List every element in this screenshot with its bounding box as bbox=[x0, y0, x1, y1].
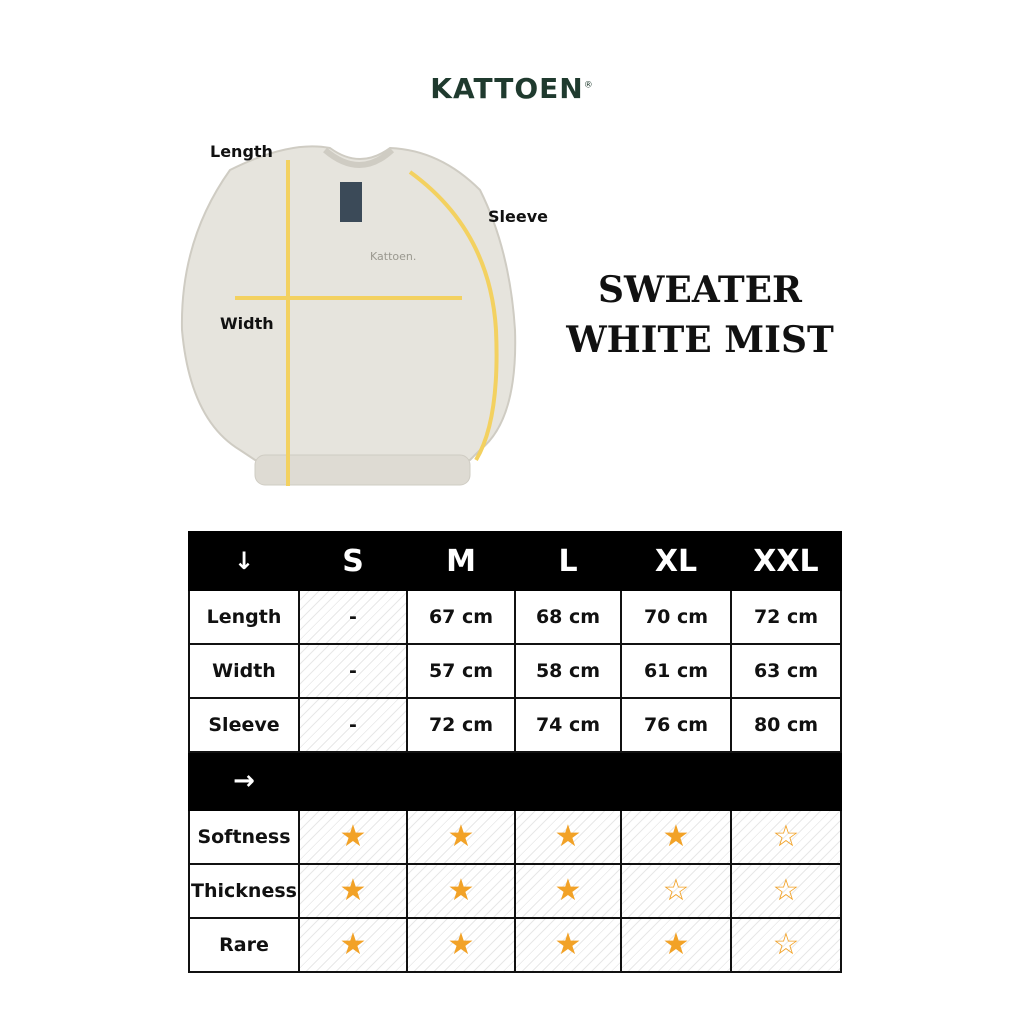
rating-row-softness bbox=[189, 810, 841, 864]
filled-star-icon: ★ bbox=[447, 873, 475, 908]
sweater-print: Kattoen. bbox=[370, 250, 417, 263]
rating-cell bbox=[731, 864, 841, 918]
measurement-cell: 70 cm bbox=[621, 590, 731, 644]
rating-cell bbox=[299, 810, 407, 864]
empty-star-icon: ☆ bbox=[662, 873, 690, 908]
measurement-cell: 72 cm bbox=[731, 590, 841, 644]
measurement-cell: - bbox=[299, 698, 407, 752]
filled-star-icon: ★ bbox=[554, 819, 582, 854]
rating-cell bbox=[299, 918, 407, 972]
row-label: Sleeve bbox=[189, 698, 299, 752]
filled-star-icon: ★ bbox=[339, 927, 367, 962]
rating-cell bbox=[407, 810, 515, 864]
rating-cell bbox=[407, 918, 515, 972]
empty-star-icon: ☆ bbox=[772, 819, 800, 854]
filled-star-icon: ★ bbox=[447, 819, 475, 854]
measurement-row-length bbox=[189, 590, 841, 644]
measurement-cell: - bbox=[299, 644, 407, 698]
brand-logo bbox=[0, 72, 1024, 105]
filled-star-icon: ★ bbox=[339, 873, 367, 908]
rating-row-thickness bbox=[189, 864, 841, 918]
empty-star-icon: ☆ bbox=[772, 927, 800, 962]
measurement-cell: 57 cm bbox=[407, 644, 515, 698]
measurement-cell: 58 cm bbox=[515, 644, 621, 698]
rating-divider-row bbox=[189, 752, 841, 810]
measurement-row-width bbox=[189, 644, 841, 698]
filled-star-icon: ★ bbox=[554, 927, 582, 962]
rating-cell bbox=[621, 918, 731, 972]
size-header: XXL bbox=[731, 532, 841, 590]
size-header: M bbox=[407, 532, 515, 590]
size-header: S bbox=[299, 532, 407, 590]
filled-star-icon: ★ bbox=[662, 819, 690, 854]
rating-cell bbox=[515, 810, 621, 864]
right-arrow-icon: → bbox=[189, 752, 299, 810]
measurement-cell: - bbox=[299, 590, 407, 644]
down-arrow-icon: ↓ bbox=[189, 532, 299, 590]
row-label: Thickness bbox=[189, 864, 299, 918]
measurement-cell: 80 cm bbox=[731, 698, 841, 752]
registered-mark: ® bbox=[583, 80, 594, 91]
sleeve-label: Sleeve bbox=[488, 207, 548, 226]
rating-cell bbox=[515, 918, 621, 972]
row-label: Softness bbox=[189, 810, 299, 864]
filled-star-icon: ★ bbox=[554, 873, 582, 908]
row-label: Length bbox=[189, 590, 299, 644]
row-label: Width bbox=[189, 644, 299, 698]
empty-star-icon: ☆ bbox=[772, 873, 800, 908]
rating-cell bbox=[731, 918, 841, 972]
measurement-cell: 76 cm bbox=[621, 698, 731, 752]
rating-cell bbox=[515, 864, 621, 918]
rating-cell bbox=[621, 810, 731, 864]
rating-cell bbox=[731, 810, 841, 864]
measurement-cell: 72 cm bbox=[407, 698, 515, 752]
rating-cell bbox=[299, 864, 407, 918]
filled-star-icon: ★ bbox=[447, 927, 475, 962]
brand-name: KATTOEN bbox=[430, 72, 584, 105]
divider-bar bbox=[299, 752, 841, 810]
measurement-cell: 74 cm bbox=[515, 698, 621, 752]
measurement-cell: 61 cm bbox=[621, 644, 731, 698]
rating-row-rare bbox=[189, 918, 841, 972]
size-chart bbox=[188, 531, 840, 973]
product-title-line1: SWEATER bbox=[598, 269, 802, 311]
size-header-row bbox=[189, 532, 841, 590]
rating-cell bbox=[407, 864, 515, 918]
width-label: Width bbox=[220, 314, 274, 333]
filled-star-icon: ★ bbox=[339, 819, 367, 854]
size-header: XL bbox=[621, 532, 731, 590]
product-title-line2: WHITE MIST bbox=[566, 319, 834, 361]
rating-cell bbox=[621, 864, 731, 918]
measurement-cell: 63 cm bbox=[731, 644, 841, 698]
row-label: Rare bbox=[189, 918, 299, 972]
measurement-cell: 67 cm bbox=[407, 590, 515, 644]
size-header: L bbox=[515, 532, 621, 590]
ratings-section bbox=[189, 810, 841, 972]
measurement-row-sleeve bbox=[189, 698, 841, 752]
measurement-cell: 68 cm bbox=[515, 590, 621, 644]
length-label: Length bbox=[210, 142, 273, 161]
filled-star-icon: ★ bbox=[662, 927, 690, 962]
